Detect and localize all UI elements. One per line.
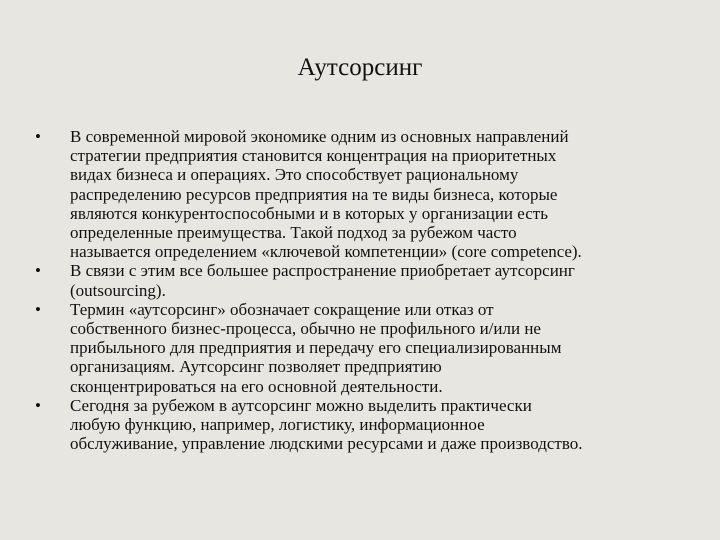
bullet-line: распределению ресурсов предприятия на те виды бизнеса, которые	[70, 184, 558, 204]
bullet-line: собственного бизнес-процесса, обычно не профильного и/или не	[70, 319, 541, 339]
bullet-line: являются конкурентоспособными и в которых у организации есть	[70, 203, 548, 223]
bullet-line: Термин «аутсорсинг» обозначает сокращение или отказ от	[70, 299, 494, 319]
slide-title: Аутсорсинг	[297, 54, 423, 81]
bullet-line: Сегодня за рубежом в аутсорсинг можно выделить практически	[70, 395, 532, 415]
bullet-list	[35, 127, 692, 454]
bullet-item	[35, 395, 692, 454]
bullet-line: обслуживание, управление людскими ресурсами и даже производство.	[70, 434, 583, 454]
bullet-line: стратегии предприятия становится концентрация на приоритетных	[70, 146, 557, 166]
bullet-dot-icon: •	[35, 127, 41, 146]
bullet-item	[35, 299, 692, 396]
bullet-line: В современной мировой экономике одним из основных направлений	[70, 127, 569, 146]
bullet-item	[35, 261, 692, 300]
bullet-line: видах бизнеса и операциях. Это способствует рациональному	[70, 165, 519, 185]
bullet-dot-icon: •	[35, 395, 41, 415]
bullet-dot-icon: •	[35, 299, 41, 319]
bullet-line: организациям. Аутсорсинг позволяет предприятию	[70, 357, 442, 377]
bullet-dot-icon: •	[35, 261, 41, 281]
bullet-item	[35, 127, 692, 262]
bullet-line: любую функцию, например, логистику, информационное	[70, 415, 485, 435]
bullet-line: сконцентрироваться на его основной деятельности.	[70, 376, 443, 396]
bullet-line: прибыльного для предприятия и передачу его специализированным	[70, 338, 562, 358]
bullet-line: В связи с этим все большее распространение приобретает аутсорсинг	[70, 261, 575, 281]
bullet-line: (outsourcing).	[70, 280, 166, 300]
bullet-line: определенные преимущества. Такой подход за рубежом часто	[70, 223, 517, 243]
bullet-line: называется определением «ключевой компетенции» (core competence).	[70, 242, 582, 262]
